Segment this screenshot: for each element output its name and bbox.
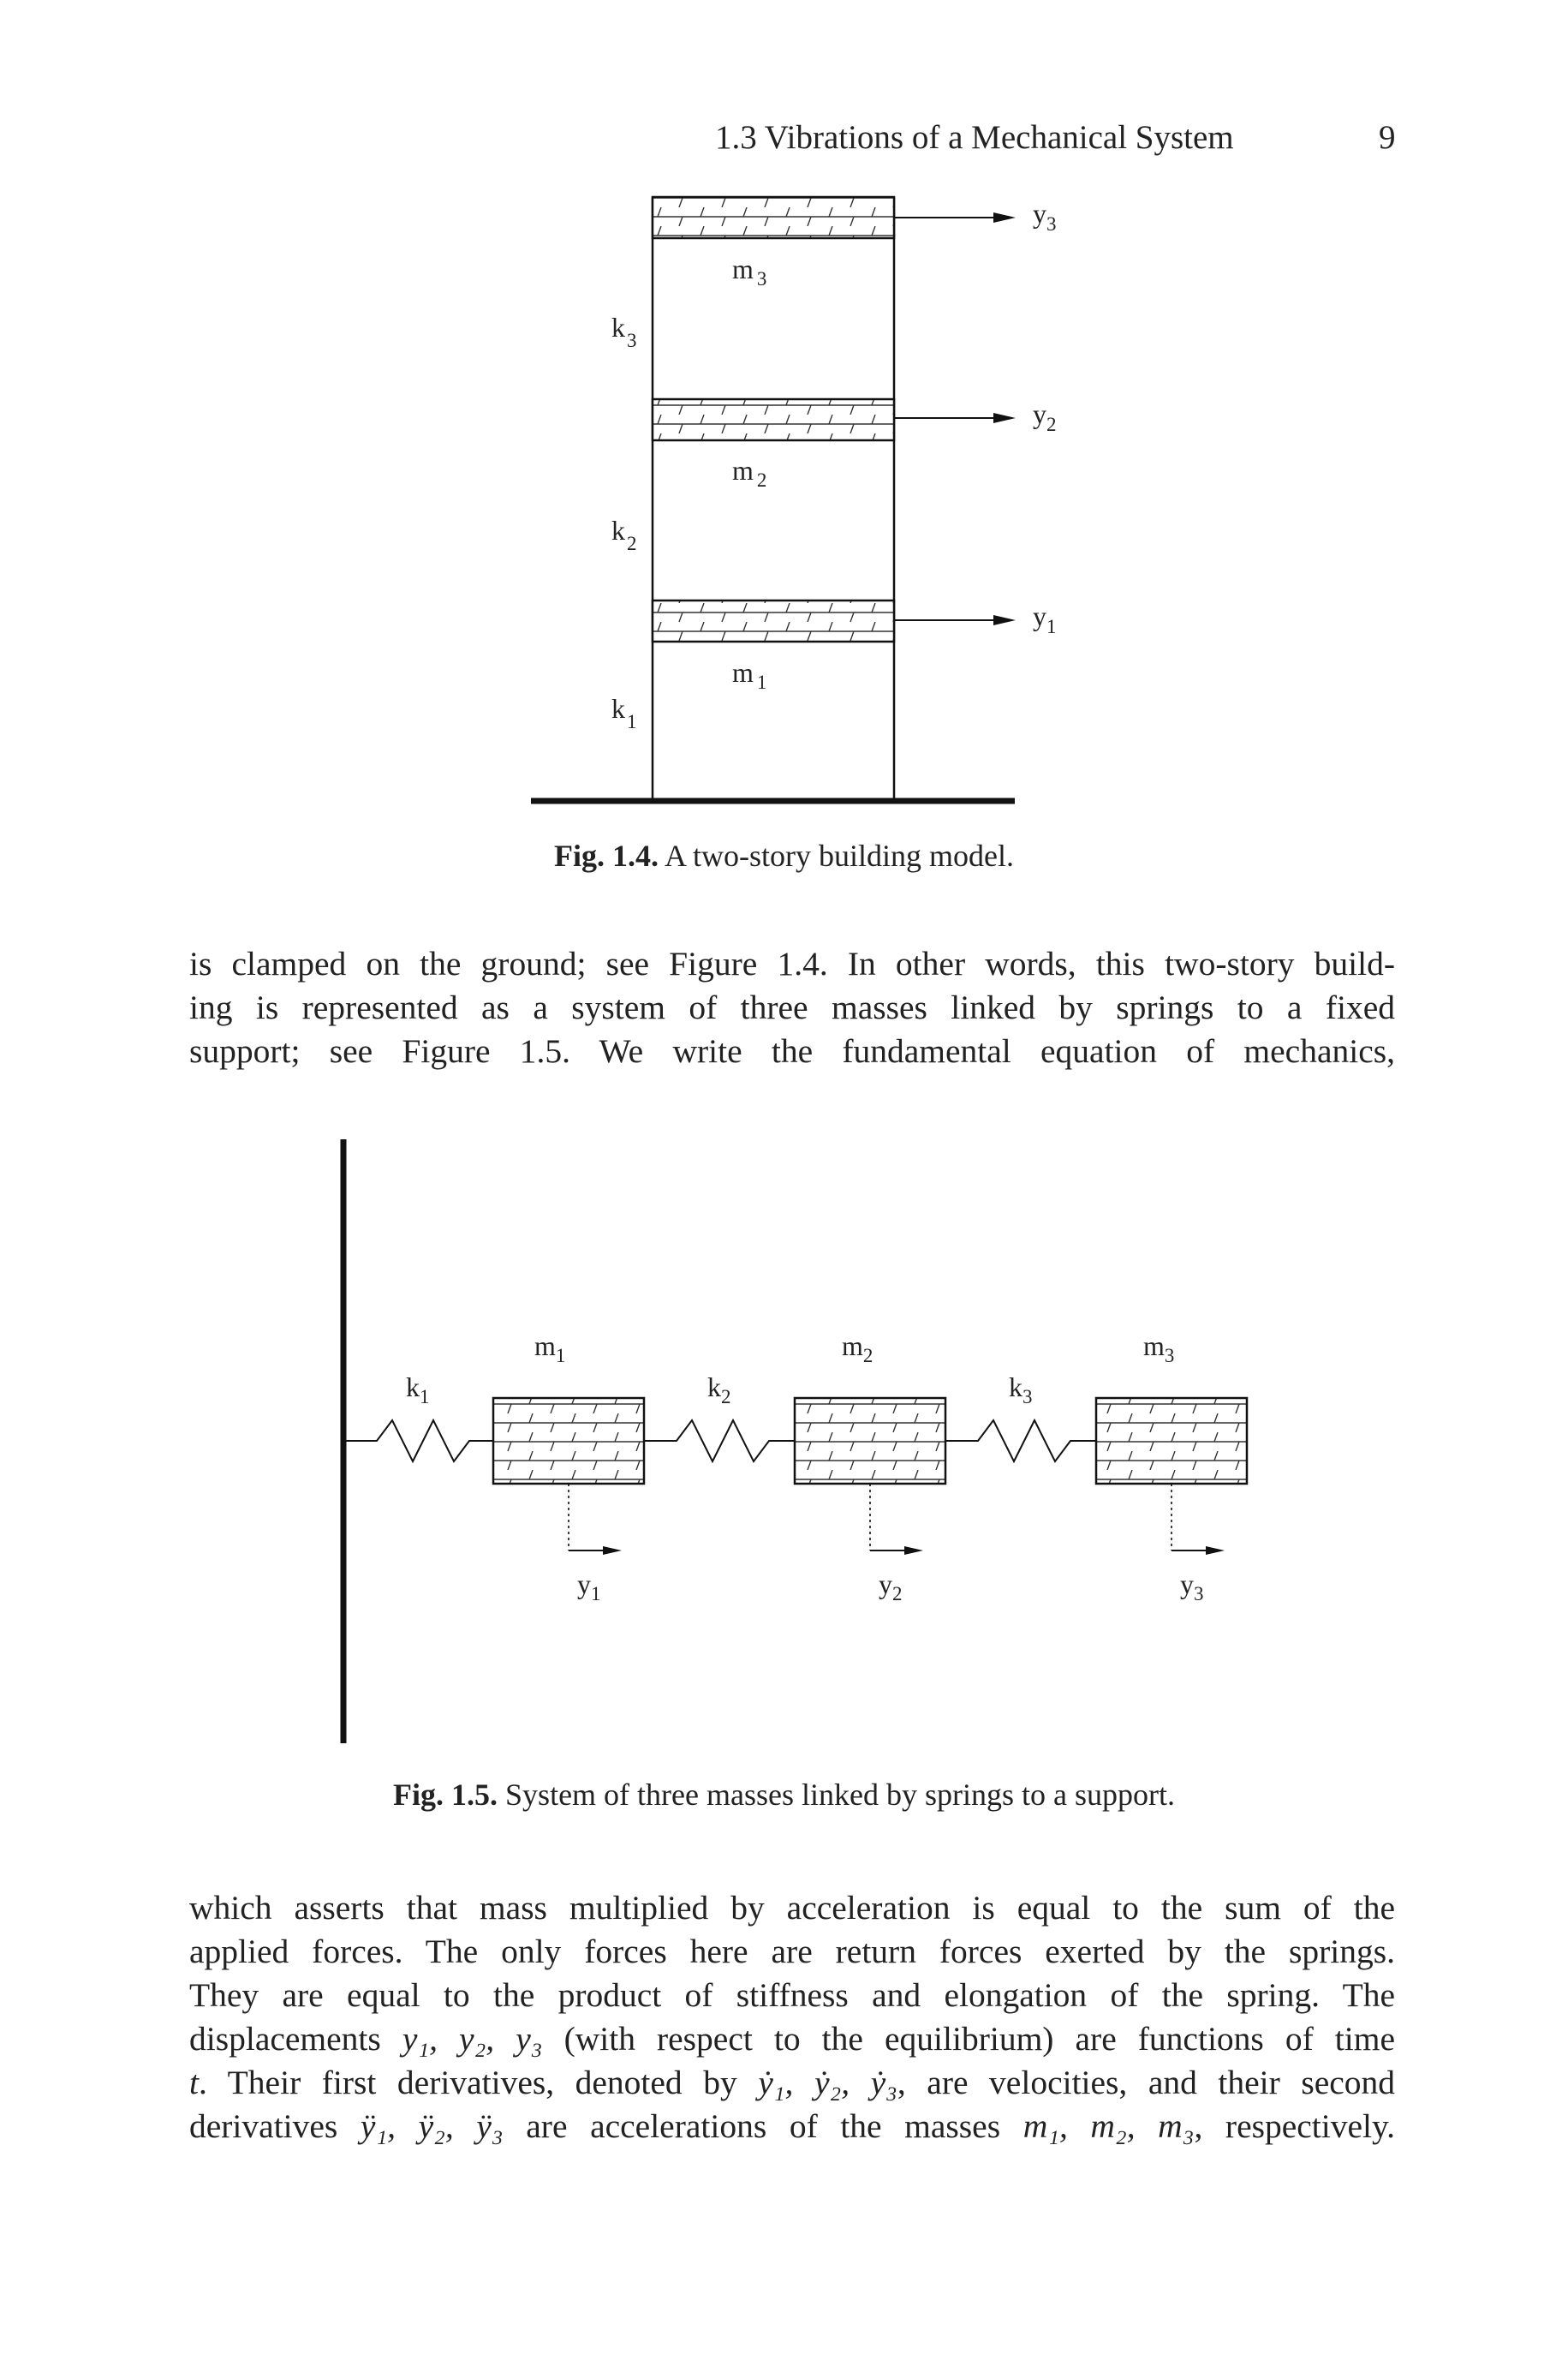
figure-1-4 xyxy=(0,0,1568,822)
math-masses: m₁, m₂, m₃ xyxy=(1022,2107,1195,2145)
label-m3: m $_3$ xyxy=(732,254,767,290)
paragraph-line: which asserts that mass multiplied by acceleration is equal to the sum of the xyxy=(189,1889,1395,1927)
figure-1-4-caption xyxy=(0,838,1568,874)
floor-slab-2 xyxy=(653,399,894,440)
label-y3: $y_3$ xyxy=(1033,198,1057,235)
caption-text: System of three masses linked by springs to a support. xyxy=(505,1778,1175,1812)
arrow-y1-icon xyxy=(569,1484,622,1555)
figure-1-5 xyxy=(0,1131,1568,1756)
label-y1: $y_1$ xyxy=(577,1568,601,1604)
mass-block-3 xyxy=(1096,1398,1247,1484)
paragraph-line xyxy=(189,2105,1395,2148)
text-fragment: are accelerations of the masses xyxy=(526,2107,1001,2145)
floor-slab-3 xyxy=(653,197,894,238)
figure-1-5-caption xyxy=(0,1777,1568,1813)
mass-block-1 xyxy=(493,1398,644,1484)
arrow-y2-icon xyxy=(870,1484,923,1555)
arrow-y1-icon xyxy=(894,615,1016,625)
label-k3: $k_3$ xyxy=(1009,1371,1033,1407)
label-m1: m $_1$ xyxy=(732,657,767,693)
floor-slab-1 xyxy=(653,600,894,642)
math-accelerations: ÿ₁, ÿ₂, ÿ₃ xyxy=(360,2107,504,2145)
paragraph-line: support; see Figure 1.5. We write the fundamental equation of mechanics, xyxy=(189,1032,1395,1070)
math-displacements: y₁, y₂, y₃ xyxy=(402,2020,543,2058)
label-k2: $k_2$ xyxy=(611,515,637,554)
mass-block-2 xyxy=(795,1398,945,1484)
math-velocities: ẏ₁, ẏ₂, ẏ₃ xyxy=(758,2064,897,2101)
running-title: 1.3 Vibrations of a Mechanical System xyxy=(715,119,1234,156)
text-fragment: displacements xyxy=(189,2020,381,2058)
label-m2: $m_2$ xyxy=(842,1330,873,1366)
page-number: 9 xyxy=(1379,119,1396,156)
label-y3: $y_3$ xyxy=(1180,1568,1204,1604)
label-y2: $y_2$ xyxy=(1033,398,1057,435)
text-fragment: , are velocities, and their second xyxy=(897,2064,1396,2101)
label-y1: $y_1$ xyxy=(1033,600,1057,637)
spring-k1-icon xyxy=(343,1420,493,1461)
text-fragment: derivatives xyxy=(189,2107,338,2145)
math-time: t xyxy=(189,2064,199,2101)
caption-label: Fig. 1.4. xyxy=(553,839,659,873)
label-y2: $y_2$ xyxy=(879,1568,903,1604)
arrow-y2-icon xyxy=(894,413,1016,423)
arrow-y3-icon xyxy=(894,212,1016,223)
paragraph-line xyxy=(189,2017,1395,2061)
label-k2: $k_2$ xyxy=(707,1371,731,1407)
arrow-y3-icon xyxy=(1172,1484,1225,1555)
caption-text: A two-story building model. xyxy=(665,839,1014,873)
label-m2: m $_2$ xyxy=(732,455,767,491)
label-k1: $k_1$ xyxy=(611,693,637,732)
paragraph-line: They are equal to the product of stiffness and elongation of the spring. The xyxy=(189,1976,1395,2014)
spring-k3-icon xyxy=(945,1420,1096,1461)
paragraph-line: is clamped on the ground; see Figure 1.4. In other words, this two-story build- xyxy=(189,945,1395,983)
text-fragment: . Their first derivatives, denoted by xyxy=(198,2064,737,2101)
paragraph-2 xyxy=(189,1886,1395,2148)
paragraph-line: ing is represented as a system of three masses linked by springs to a fixed xyxy=(189,989,1395,1026)
text-fragment: , respectively. xyxy=(1194,2107,1396,2145)
label-m1: $m_1$ xyxy=(534,1330,566,1366)
paragraph-1 xyxy=(189,942,1395,1073)
caption-label: Fig. 1.5. xyxy=(393,1778,498,1812)
paragraph-line: applied forces. The only forces here are return forces exerted by the springs. xyxy=(189,1933,1395,1970)
label-m3: $m_3$ xyxy=(1143,1330,1175,1366)
label-k1: $k_1$ xyxy=(406,1371,430,1407)
spring-k2-icon xyxy=(644,1420,795,1461)
text-fragment: (with respect to the equilibrium) are functions of time xyxy=(563,2020,1396,2058)
paragraph-line xyxy=(189,2061,1395,2105)
label-k3: $k_3$ xyxy=(611,312,637,351)
